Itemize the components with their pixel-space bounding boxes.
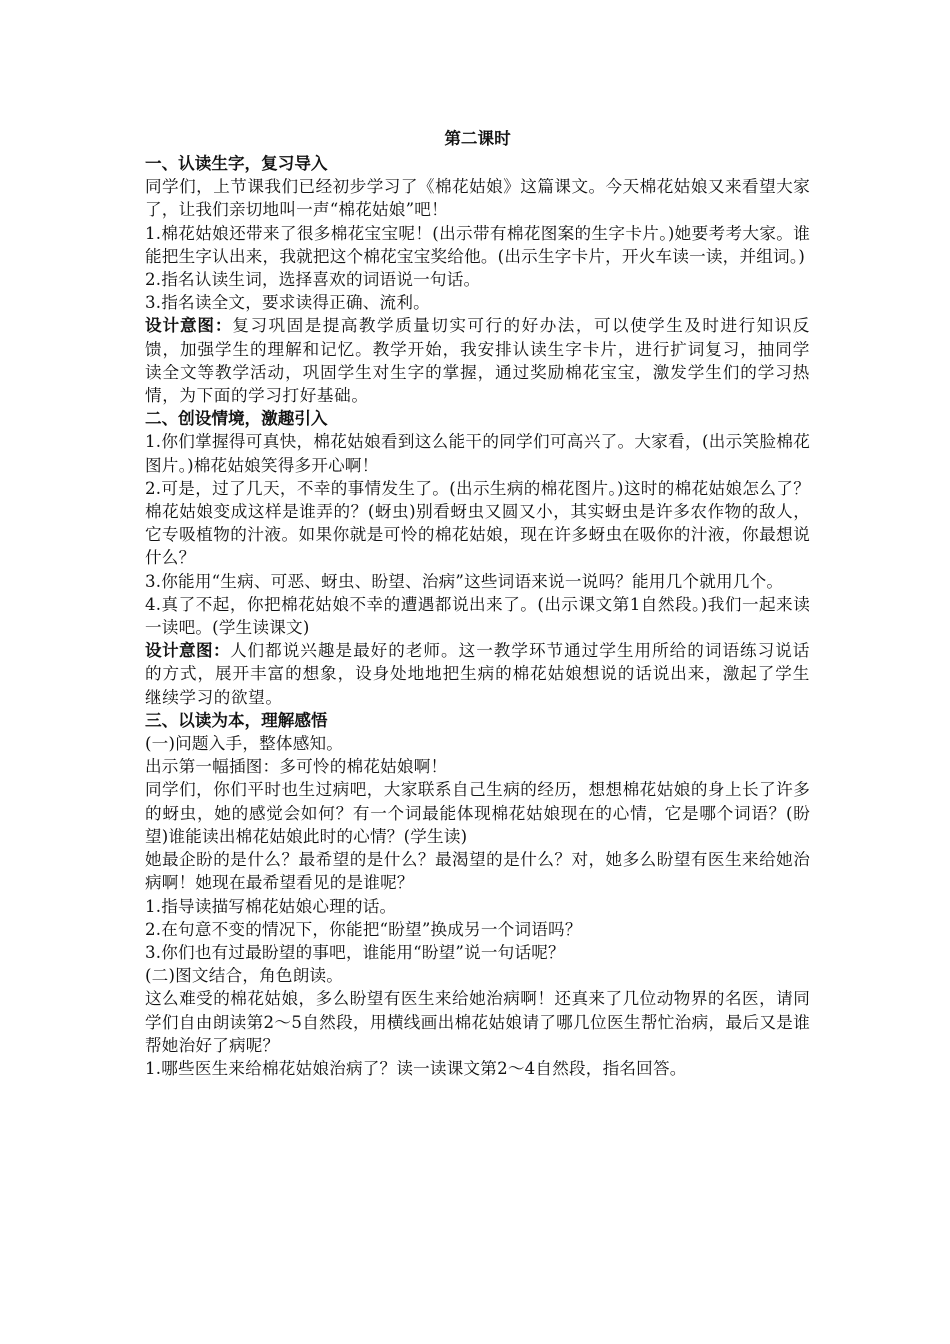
design-intent-text: 复习巩固是提高教学质量切实可行的好办法，可以使学生及时进行知识反馈，加强学生的理解和记忆。教学开始，我安排认读生字卡片，进行扩词复习，抽同学读全文等教学活动，巩固学生对生字的掌握，通过奖励棉花宝宝，激发学生们的学习热情，为下面的学习打好基础。	[145, 316, 810, 406]
paragraph: 2.在句意不变的情况下，你能把“盼望”换成另一个词语吗？	[145, 919, 582, 939]
paragraph: 同学们，上节课我们已经初步学习了《棉花姑娘》这篇课文。今天棉花姑娘又来看望大家了，让我们亲切地叫一声“棉花姑娘”吧！	[145, 177, 810, 220]
paragraph: 2.可是，过了几天，不幸的事情发生了。(出示生病的棉花图片。)这时的棉花姑娘怎么了？棉花姑娘变成这样是谁弄的？(蚜虫)别看蚜虫又圆又小，其实蚜虫是许多农作物的敌人，它专吸植物的汁液。如果你就是可怜的棉花姑娘，现在许多蚜虫在吸你的汁液，你最想说什么？	[145, 478, 810, 568]
section-heading: 二、创设情境，激趣引入	[145, 409, 328, 429]
paragraph: (二)图文结合，角色朗读。	[145, 966, 344, 986]
paragraph: 这么难受的棉花姑娘，多么盼望有医生来给她治病啊！还真来了几位动物界的名医，请同学们自由朗读第2～5自然段，用横线画出棉花姑娘请了哪几位医生帮忙治病，最后又是谁帮她治好了病呢？	[145, 989, 810, 1055]
paragraph: 3.指名读全文，要求读得正确、流利。	[145, 293, 430, 313]
paragraph: 3.你能用“生病、可恶、蚜虫、盼望、治病”这些词语来说一说吗？能用几个就用几个。	[145, 571, 784, 591]
paragraph: 2.指名认读生词，选择喜欢的词语说一句话。	[145, 270, 481, 290]
paragraph: 出示第一幅插图：多可怜的棉花姑娘啊！	[145, 757, 448, 777]
section-reading	[145, 709, 810, 1080]
paragraph: 她最企盼的是什么？最希望的是什么？最渴望的是什么？对，她多么盼望有医生来给她治病啊！她现在最希望看见的是谁呢？	[145, 850, 810, 893]
section-heading: 一、认读生字，复习导入	[145, 154, 328, 173]
section-review	[145, 152, 810, 407]
paragraph: 3.你们也有过最盼望的事吧，谁能用“盼望”说一句话呢？	[145, 942, 565, 962]
paragraph: 1.你们掌握得可真快，棉花姑娘看到这么能干的同学们可高兴了。大家看，(出示笑脸棉花图片。)棉花姑娘笑得多开心啊！	[145, 432, 810, 475]
section-scenario	[145, 407, 810, 709]
design-intent-label: 设计意图：	[145, 316, 233, 336]
design-intent	[145, 314, 810, 407]
design-intent-text: 人们都说兴趣是最好的老师。这一教学环节通过学生用所给的词语练习说话的方式，展开丰富的想象，设身处地地把生病的棉花姑娘想说的话说出来，激起了学生继续学习的欲望。	[145, 641, 810, 707]
paragraph: 1.哪些医生来给棉花姑娘治病了？读一读课文第2～4自然段，指名回答。	[145, 1058, 687, 1078]
design-intent	[145, 639, 810, 709]
section-heading: 三、以读为本，理解感悟	[145, 710, 328, 730]
paragraph: 1.棉花姑娘还带来了很多棉花宝宝呢！(出示带有棉花图案的生字卡片。)她要考考大家。谁能把生字认出来，我就把这个棉花宝宝奖给他。(出示生字卡片，开火车读一读，并组词。)	[145, 223, 810, 266]
paragraph: 同学们，你们平时也生过病吧，大家联系自己生病的经历，想想棉花姑娘的身上长了许多的蚜虫，她的感觉会如何？有一个词最能体现棉花姑娘现在的心情，它是哪个词语？(盼望)谁能读出棉花姑娘此时的心情？(学生读)	[145, 780, 810, 846]
paragraph: 1.指导读描写棉花姑娘心理的话。	[145, 896, 397, 916]
paragraph: 4.真了不起，你把棉花姑娘不幸的遭遇都说出来了。(出示课文第1自然段。)我们一起来读一读吧。(学生读课文)	[145, 594, 810, 638]
page-title: 第二课时	[444, 129, 511, 148]
document-page	[145, 126, 810, 1080]
design-intent-label: 设计意图：	[145, 641, 230, 661]
paragraph: (一)问题入手，整体感知。	[145, 734, 344, 754]
